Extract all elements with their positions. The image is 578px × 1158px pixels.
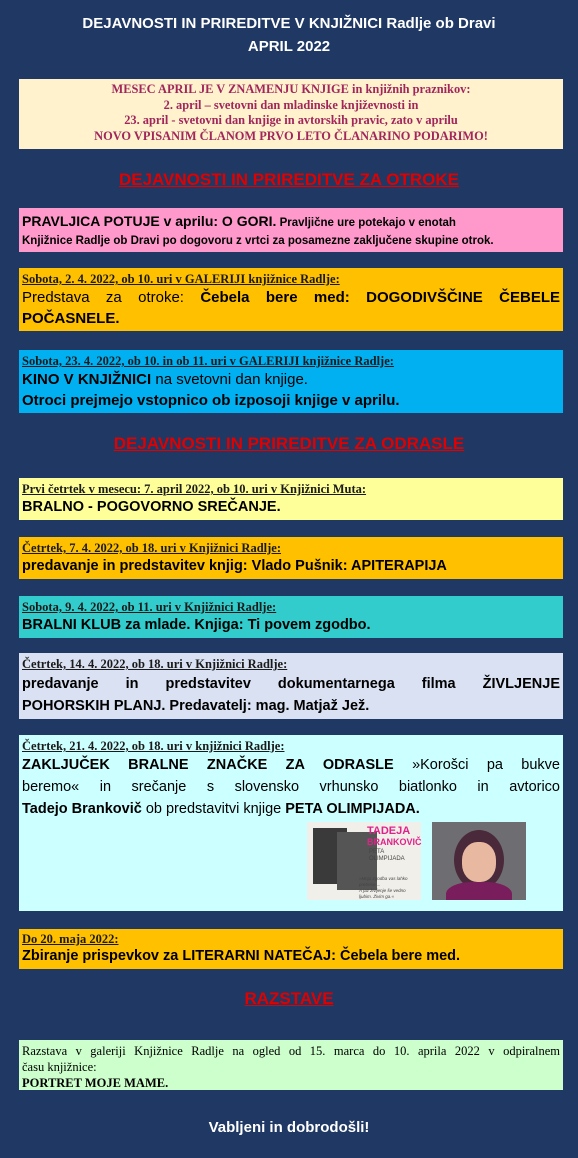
event-text: beremo« in srečanje s slovensko vrhunsko biatlonko in avtorico [22, 779, 560, 795]
event-text: »Korošci pa bukve [393, 757, 560, 773]
event-title: BRALNO - POGOVORNO SREČANJE. [22, 499, 281, 515]
footer-greeting: Vabljeni in dobrodošli! [208, 1119, 370, 1136]
event-text: na svetovni dan knjige. [151, 371, 308, 388]
author-photo [432, 822, 526, 900]
book-title: PETA OLIMPIJADA. [285, 801, 420, 817]
page-title [0, 12, 578, 58]
exhibit-text: Razstava v galeriji Knjižnice Radlje na ogled od 15. marca do 10. aprila 2022 v odpiralnem [22, 1044, 560, 1058]
event-apiterapija [19, 537, 563, 579]
pravljica-text: Pravljične ure potekajo v enotah [276, 217, 456, 229]
event-kino [19, 350, 563, 413]
event-date: Sobota, 23. 4. 2022, ob 10. in ob 11. uri v GALERIJI knjižnice Radlje: [22, 354, 394, 368]
event-bralni-klub [19, 596, 563, 638]
event-text: Predstava za otroke: [22, 289, 201, 306]
event-title: POČASNELE. [22, 310, 120, 327]
event-date: Sobota, 2. 4. 2022, ob 10. uri v GALERIJI knjižnice Radlje: [22, 272, 340, 286]
event-natecaj [19, 929, 563, 969]
book-cover-image [307, 822, 421, 900]
cover-title: BRANKOVIČ [367, 837, 422, 847]
cover-subtitle: PETA OLIMPIJADA [369, 849, 405, 862]
event-title: predavanje in predstavitev dokumentarnega filma ŽIVLJENJE [22, 676, 560, 692]
section-heading-exhibitions: RAZSTAVE [244, 989, 334, 1008]
event-film [19, 653, 563, 719]
event-title: Čebela bere med: DOGODIVŠČINE ČEBELE [200, 289, 561, 306]
exhibit-title: PORTRET MOJE MAME. [22, 1076, 169, 1090]
intro-box [19, 79, 563, 149]
event-pravljica [19, 208, 563, 252]
event-bralno-srecanje [19, 478, 563, 520]
pravljica-text: Knjižnice Radlje ob Dravi po dogovoru z vrtci za posamezne zaključene skupine otrok. [22, 235, 494, 247]
event-title: KINO V KNJIŽNICI [22, 371, 152, 388]
intro-line: MESEC APRIL JE V ZNAMENJU KNJIGE in knjižnih praznikov: [111, 82, 471, 96]
face-shape [462, 842, 496, 882]
event-title: POHORSKIH PLANJ. Predavatelj: mag. Matjaž Jež. [22, 698, 370, 714]
event-date: Prvi četrtek v mesecu: 7. april 2022, ob 10. uri v Knjižnici Muta: [22, 482, 367, 496]
event-date: Četrtek, 7. 4. 2022, ob 18. uri v Knjižnici Radlje: [22, 541, 282, 555]
exhibit-text: času knjižnice: [22, 1060, 97, 1074]
event-date: Sobota, 9. 4. 2022, ob 11. uri v Knjižnici Radlje: [22, 600, 277, 614]
event-date: Četrtek, 21. 4. 2022, ob 18. uri v knjižnici Radlje: [22, 739, 285, 753]
intro-line: 2. april – svetovni dan mladinske književnosti in [163, 97, 419, 112]
event-text: ob predstavitvi knjige [141, 801, 286, 817]
intro-line: NOVO VPISANIM ČLANOM PRVO LETO ČLANARINO PODARIMO! [94, 128, 488, 143]
event-title: ZAKLJUČEK BRALNE ZNAČKE ZA ODRASLE [22, 757, 394, 773]
intro-line: 23. april - svetovni dan knjige in avtorskih pravic, zato v aprilu [124, 113, 458, 128]
event-title: predavanje in predstavitev knjig: Vlado Pušnik: APITERAPIJA [22, 558, 447, 574]
title-line-1: DEJAVNOSTI IN PRIREDITVE V KNJIŽNICI Radlje ob Dravi [82, 15, 496, 32]
cover-quote: »Moja zgodba vas lahko pretrese ... A jaz življenje še vedno ljubim. Živim ga.« [359, 876, 408, 899]
event-date: Četrtek, 14. 4. 2022, ob 18. uri v Knjižnici Radlje: [22, 657, 288, 671]
pravljica-title: PRAVLJICA POTUJE v aprilu: O GORI. [22, 213, 277, 229]
section-heading-adults: DEJAVNOSTI IN PRIREDITVE ZA ODRASLE [113, 434, 465, 453]
event-date: Do 20. maja 2022: [22, 932, 119, 946]
exhibit-box [19, 1040, 563, 1090]
event-bralna-znacka [19, 735, 563, 911]
cover-title: TADEJA [367, 825, 411, 837]
author-name: Tadejo Brankovič [22, 801, 142, 817]
event-title: BRALNI KLUB za mlade. Knjiga: Ti povem zgodbo. [22, 617, 371, 633]
event-text: Otroci prejmejo vstopnico ob izposoji knjige v aprilu. [22, 392, 400, 409]
section-heading-children: DEJAVNOSTI IN PRIREDITVE ZA OTROKE [118, 170, 460, 189]
title-line-2: APRIL 2022 [247, 38, 331, 55]
event-title: Zbiranje prispevkov za LITERARNI NATEČAJ: Čebela bere med. [22, 948, 461, 964]
event-predstava [19, 268, 563, 331]
shoulders-shape [446, 882, 512, 900]
